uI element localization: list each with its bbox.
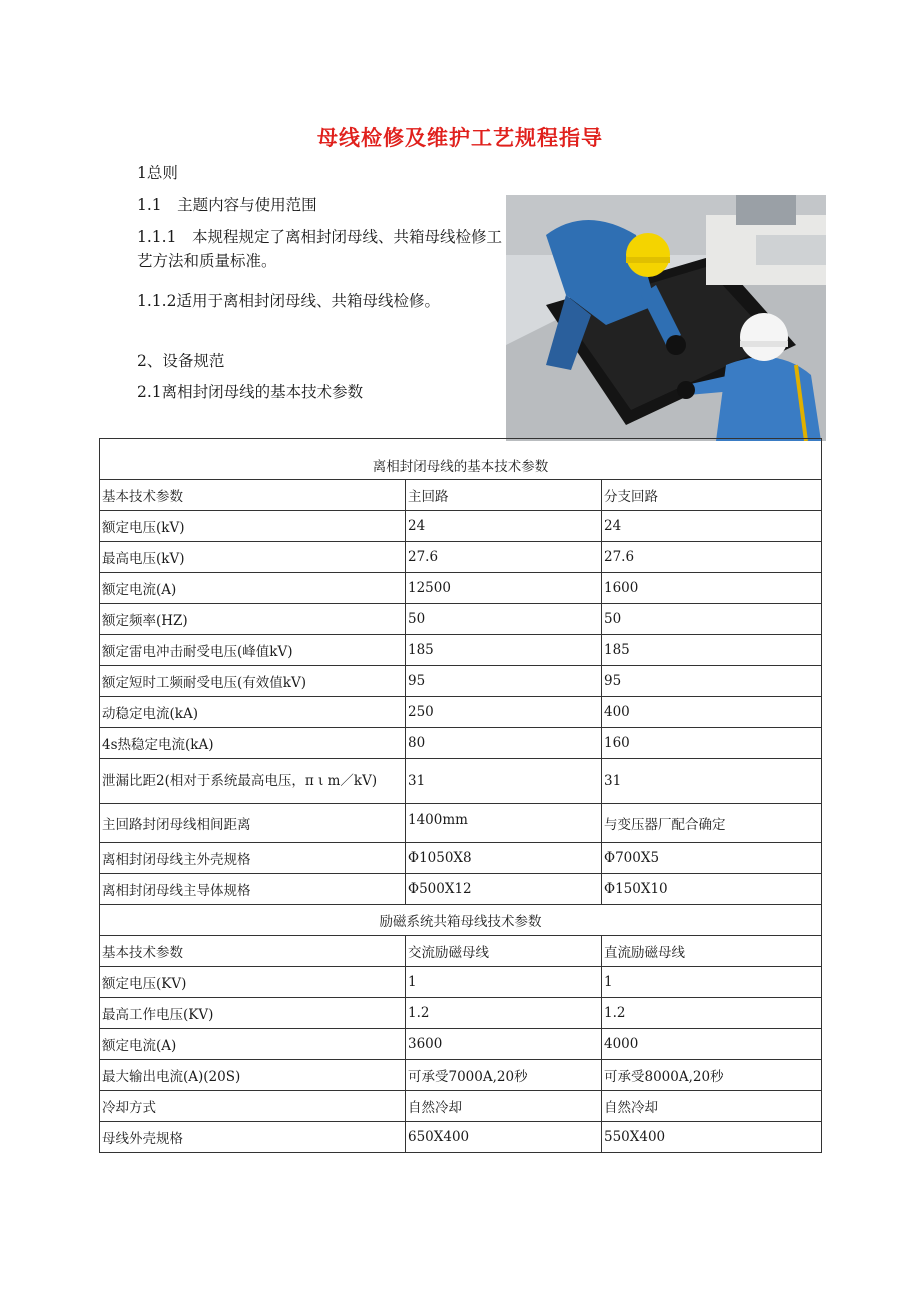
table-cell: 550X400: [602, 1122, 822, 1153]
clause-1-1-2: 1.1.2适用于离相封闭母线、共箱母线检修。: [137, 292, 440, 310]
table-cell: 185: [602, 635, 822, 666]
table-cell: 95: [602, 666, 822, 697]
table-cell: 24: [406, 511, 602, 542]
table-cell: 650X400: [406, 1122, 602, 1153]
section2-title: 励磁系统共箱母线技术参数: [100, 905, 822, 936]
table-row: [100, 759, 822, 804]
table-cell: 自然冷却: [602, 1091, 822, 1122]
table-row: [100, 728, 822, 759]
table-row: [100, 542, 822, 573]
table-row: [100, 604, 822, 635]
table-cell: 50: [602, 604, 822, 635]
table-cell: 动稳定电流(kA): [100, 697, 406, 728]
header-cell: 主回路: [406, 480, 602, 511]
table-cell: 185: [406, 635, 602, 666]
table-cell: 12500: [406, 573, 602, 604]
subsection-heading-parameters: 2.1离相封闭母线的基本技术参数: [137, 383, 364, 401]
table-row: [100, 635, 822, 666]
table-cell: 最高电压(kV): [100, 542, 406, 573]
table-cell: 可承受8000A,20秒: [602, 1060, 822, 1091]
table-cell: 与变压器厂配合确定: [602, 804, 822, 843]
maintenance-photo: [506, 195, 826, 441]
table-cell: 最高工作电压(KV): [100, 998, 406, 1029]
table-cell: 额定频率(HZ): [100, 604, 406, 635]
table-row: [100, 1122, 822, 1153]
document-title: 母线检修及维护工艺规程指导: [317, 126, 603, 150]
table-cell: 160: [602, 728, 822, 759]
table-cell: 4000: [602, 1029, 822, 1060]
table-row: [100, 998, 822, 1029]
header-cell: 分支回路: [602, 480, 822, 511]
table-cell: 50: [406, 604, 602, 635]
table-cell: 最大输出电流(A)(20S): [100, 1060, 406, 1091]
table-cell: 可承受7000A,20秒: [406, 1060, 602, 1091]
table-row: [100, 843, 822, 874]
header-cell: 交流励磁母线: [406, 936, 602, 967]
table-cell: 额定电流(A): [100, 573, 406, 604]
table-cell: 离相封闭母线主外壳规格: [100, 843, 406, 874]
table-cell: 80: [406, 728, 602, 759]
table-cell: 1.2: [602, 998, 822, 1029]
table-cell: 4s热稳定电流(kA): [100, 728, 406, 759]
table-section-title-row: [100, 905, 822, 936]
clause-1-1-1: 1.1.1 本规程规定了离相封闭母线、共箱母线检修工艺方法和质量标准。: [137, 228, 502, 270]
table-header-row: [100, 480, 822, 511]
header-cell: 基本技术参数: [100, 936, 406, 967]
table-row: [100, 697, 822, 728]
table-cell: 冷却方式: [100, 1091, 406, 1122]
table-row: [100, 1029, 822, 1060]
subsection-heading-scope: 1.1 主题内容与使用范围: [137, 196, 317, 214]
table-cell: 额定电压(kV): [100, 511, 406, 542]
table-cell: 主回路封闭母线相间距离: [100, 804, 406, 843]
header-cell: 直流励磁母线: [602, 936, 822, 967]
table-cell: 泄漏比距2(相对于系统最高电压，π ι m／kV): [100, 759, 406, 804]
table-header-row: [100, 936, 822, 967]
table-cell: 1: [602, 967, 822, 998]
table-cell: 250: [406, 697, 602, 728]
table-cell: 1600: [602, 573, 822, 604]
table-row: [100, 666, 822, 697]
section-heading-general: 1总则: [137, 164, 178, 182]
table-row: [100, 967, 822, 998]
table-cell: 400: [602, 697, 822, 728]
table-cell: 1: [406, 967, 602, 998]
table-cell: 额定雷电冲击耐受电压(峰值kV): [100, 635, 406, 666]
table-cell: 母线外壳规格: [100, 1122, 406, 1153]
table-cell: 离相封闭母线主导体规格: [100, 874, 406, 905]
table-row: [100, 511, 822, 542]
table-cell: 额定电流(A): [100, 1029, 406, 1060]
table-row: [100, 1091, 822, 1122]
table-cell: 27.6: [602, 542, 822, 573]
table-section-title-row: [100, 439, 822, 480]
table-cell: 额定短时工频耐受电压(有效值kV): [100, 666, 406, 697]
table-cell: Φ500X12: [406, 874, 602, 905]
table-cell: Φ150X10: [602, 874, 822, 905]
table-cell: 24: [602, 511, 822, 542]
table-cell: 3600: [406, 1029, 602, 1060]
header-cell: 基本技术参数: [100, 480, 406, 511]
table-cell: 1.2: [406, 998, 602, 1029]
table-cell: 31: [406, 759, 602, 804]
table-cell: Φ1050X8: [406, 843, 602, 874]
table-row: [100, 1060, 822, 1091]
table-cell: 自然冷却: [406, 1091, 602, 1122]
table-cell: 95: [406, 666, 602, 697]
table-cell: 额定电压(KV): [100, 967, 406, 998]
table-cell: Φ700X5: [602, 843, 822, 874]
table-cell: 1400mm: [406, 804, 602, 843]
section1-title: 离相封闭母线的基本技术参数: [100, 439, 822, 480]
table-row: [100, 804, 822, 843]
table-row: [100, 573, 822, 604]
table-cell: 31: [602, 759, 822, 804]
technical-parameters-table: [99, 438, 822, 1153]
section-heading-equipment: 2、设备规范: [137, 352, 225, 370]
table-cell: 27.6: [406, 542, 602, 573]
table-row: [100, 874, 822, 905]
